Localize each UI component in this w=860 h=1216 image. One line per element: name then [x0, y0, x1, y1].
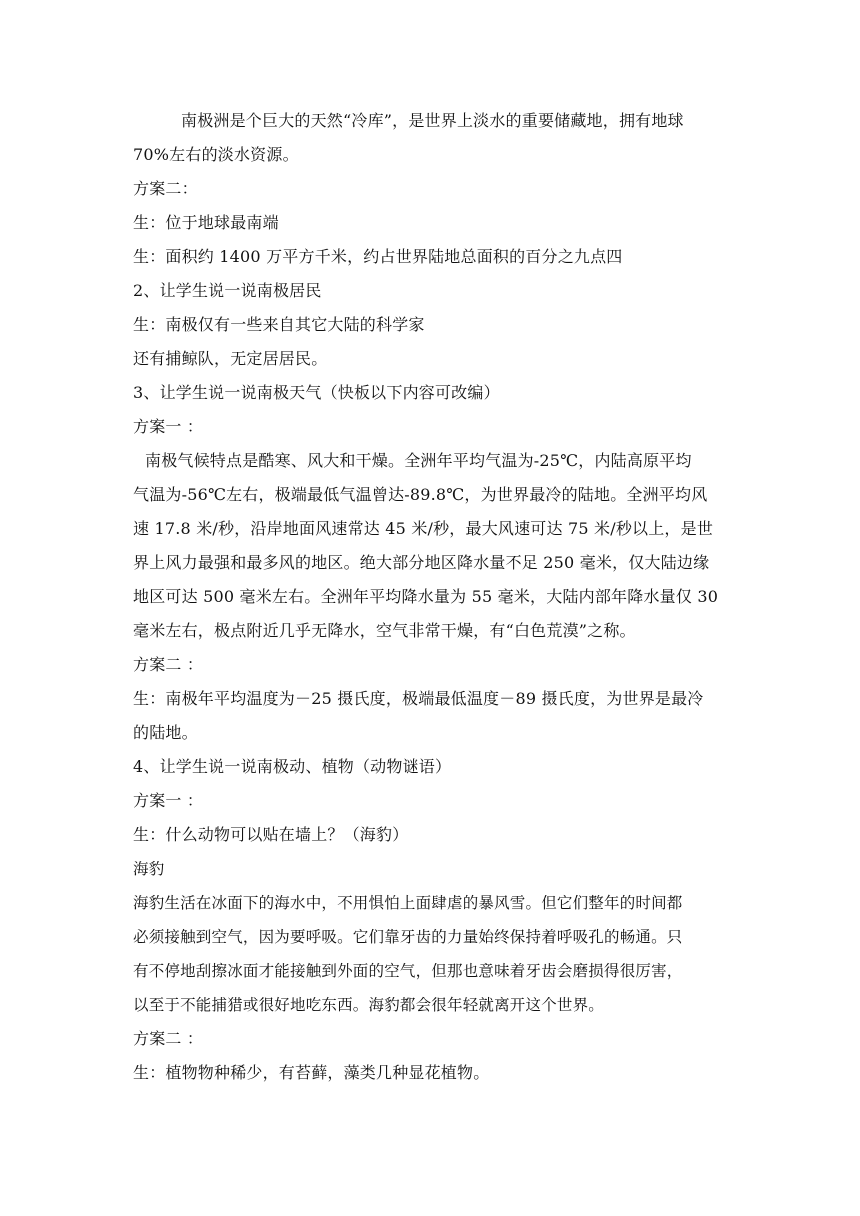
paragraph-line: 海豹生活在冰面下的海水中，不用惧怕上面肆虐的暴风雪。但它们整年的时间都	[133, 894, 683, 912]
paragraph-line: 的陆地。	[133, 723, 198, 742]
paragraph-line: 必须接触到空气，因为要呼吸。它们靠牙齿的力量始终保持着呼吸孔的畅通。只	[133, 928, 683, 946]
plan-heading: 方案二：	[133, 179, 198, 198]
student-answer: 生：植物物种稀少，有苔藓，藻类几种显花植物。	[133, 1063, 490, 1082]
paragraph-line: 毫米左右，极点附近几乎无降水，空气非常干燥，有“白色荒漠”之称。	[133, 621, 636, 640]
paragraph-line: 速 17.8 米/秒，沿岸地面风速常达 45 米/秒，最大风速可达 75 米/秒以上，是世	[133, 519, 714, 538]
student-answer: 生：面积约 1400 万平方千米，约占世界陆地总面积的百分之九点四	[133, 247, 623, 266]
paragraph-line: 南极洲是个巨大的天然“冷库”，是世界上淡水的重要储藏地，拥有地球	[181, 111, 684, 130]
plan-heading: 方案二 ：	[133, 1029, 204, 1048]
plan-heading: 方案一 ：	[133, 791, 204, 810]
paragraph-line: 以至于不能捕猎或很好地吃东西。海豹都会很年轻就离开这个世界。	[133, 996, 605, 1014]
paragraph-line: 南极气候特点是酷寒、风大和干燥。全洲年平均气温为-25℃，内陆高原平均	[145, 451, 692, 470]
paragraph-line: 地区可达 500 毫米左右。全洲年平均降水量为 55 毫米，大陆内部年降水量仅 30	[133, 587, 719, 606]
paragraph-line: 70%左右的淡水资源。	[133, 145, 299, 164]
document-page	[133, 104, 733, 1090]
student-answer: 生：位于地球最南端	[133, 213, 279, 232]
section-heading: 4、让学生说一说南极动、植物（动物谜语）	[133, 757, 452, 776]
paragraph-line: 界上风力最强和最多风的地区。绝大部分地区降水量不足 250 毫米，仅大陆边缘	[133, 553, 710, 572]
student-answer: 生：南极仅有一些来自其它大陆的科学家	[133, 315, 425, 334]
section-heading: 2、让学生说一说南极居民	[133, 281, 322, 300]
plan-heading: 方案一 ：	[133, 417, 204, 436]
section-heading: 3、让学生说一说南极天气（快板以下内容可改编）	[133, 383, 500, 402]
student-answer: 生：南极年平均温度为－25 摄氏度，极端最低温度－89 摄氏度，为世界是最冷	[133, 689, 704, 708]
plan-heading: 方案二 ：	[133, 655, 204, 674]
paragraph-line: 气温为-56℃左右，极端最低气温曾达-89.8℃，为世界最冷的陆地。全洲平均风	[133, 485, 708, 504]
paragraph-line: 有不停地刮擦冰面才能接触到外面的空气，但那也意味着牙齿会磨损得很厉害，	[133, 962, 683, 980]
subheading-seal: 海豹	[133, 860, 165, 878]
paragraph-line: 还有捕鲸队，无定居居民。	[133, 349, 328, 368]
student-answer: 生：什么动物可以贴在墙上？（海豹）	[133, 825, 409, 844]
